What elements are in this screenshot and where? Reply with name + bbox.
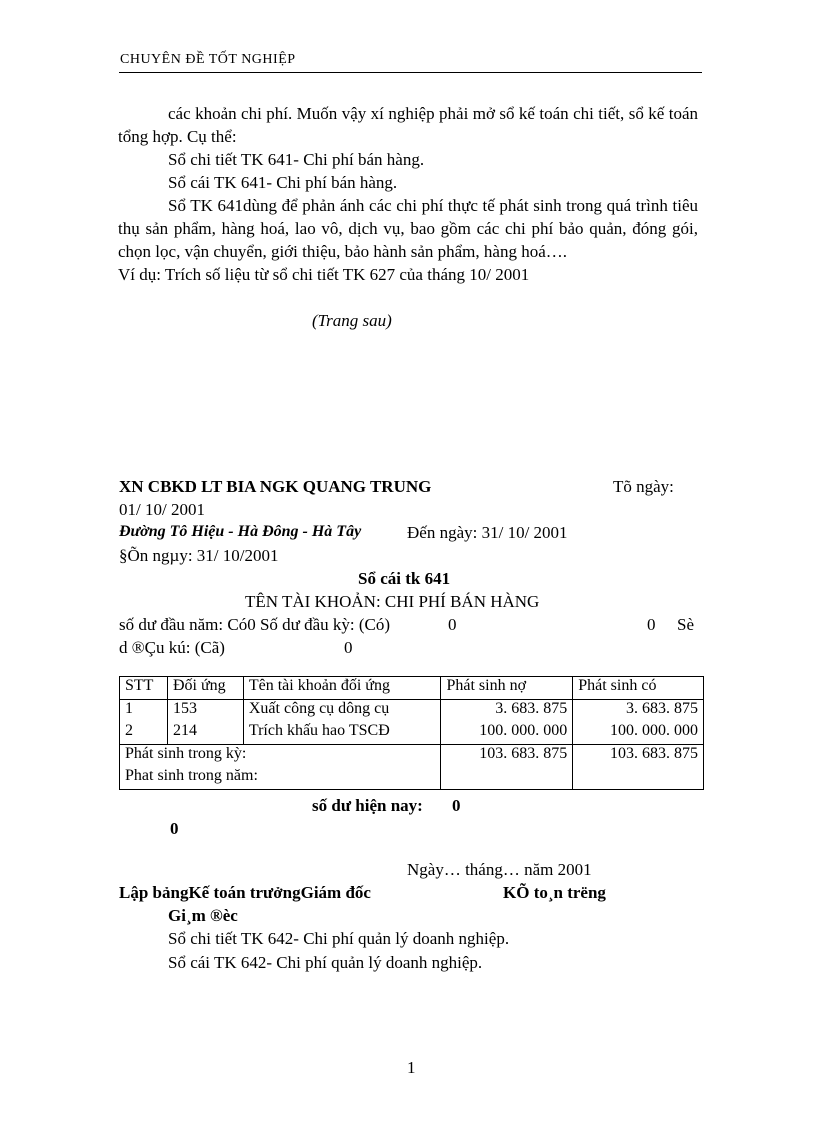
- year-total-label: Phat sinh trong năm:: [120, 767, 441, 790]
- row-credit: 100. 000. 000: [573, 722, 704, 745]
- signature-date: Ngày… tháng… năm 2001: [407, 860, 592, 879]
- opening-balance-line: số dư đầu năm: Có0 Số dư đầu kỳ: (Có): [119, 615, 391, 634]
- row-code: 214: [167, 722, 243, 745]
- running-header: CHUYÊN ĐỀ TỐT NGHIỆP: [120, 52, 296, 67]
- current-balance-label: số dư hiện nay:: [312, 796, 423, 815]
- period-opening-label: d ®Çu kú: (Cã): [119, 638, 225, 657]
- row-debit: 100. 000. 000: [441, 722, 573, 745]
- table-row: [120, 722, 704, 745]
- detail-642-line: Sổ chi tiết TK 642- Chi phí quản lý doanh nghiệp.: [168, 929, 510, 948]
- table-row: [120, 700, 704, 723]
- signature-roles: Lập bảngKế toán trưởngGiám đốc: [119, 883, 371, 902]
- year-total-credit: [573, 767, 704, 790]
- row-account-name: Xuất công cụ dông cụ: [243, 700, 441, 723]
- period-total-row: [120, 745, 704, 768]
- column-header: Phát sinh nợ: [441, 677, 573, 700]
- row-debit: 3. 683. 875: [441, 700, 573, 723]
- ledger-642-line: Sổ cái TK 642- Chi phí quản lý doanh nghiệp.: [168, 953, 483, 972]
- signature-role-garbled-1: KÕ to¸n trëng: [503, 883, 606, 902]
- next-page-note: (Trang sau): [312, 311, 392, 330]
- year-total-row: [120, 767, 704, 790]
- company-name: XN CBKD LT BIA NGK QUANG TRUNG: [119, 477, 432, 496]
- column-header: Đối ứng: [167, 677, 243, 700]
- intro-section: [118, 102, 698, 286]
- from-date-value: 01/ 10/ 2001: [119, 500, 205, 519]
- row-code: 153: [167, 700, 243, 723]
- opening-balance-label-garbled: Sè: [677, 615, 694, 634]
- page-number: 1: [407, 1058, 416, 1077]
- signature-role-garbled-2: Gi¸m ®èc: [168, 906, 238, 925]
- company-address: Đường Tô Hiệu - Hà Đông - Hà Tây: [119, 523, 362, 540]
- intro-paragraph-2: Sổ TK 641dùng để phản ánh các chi phí thực tế phát sinh trong quá trình tiêu thụ sản phẩm, hàng hoá, lao vô, dịch vụ, bao gồm các chi phí bảo quản, đóng gói, chọn lọc, vận chuyển, giới thiệu, bảo hành sản phẩm, hàng hoá….: [118, 196, 698, 261]
- opening-balance-value-2: 0: [647, 615, 656, 634]
- detail-641-line: Sổ chi tiết TK 641- Chi phí bán hàng.: [168, 150, 425, 169]
- row-stt: 1: [120, 700, 168, 723]
- row-stt: 2: [120, 722, 168, 745]
- period-total-credit: 103. 683. 875: [573, 745, 704, 768]
- created-date: §Õn ngµy: 31/ 10/2001: [119, 546, 279, 565]
- account-name: TÊN TÀI KHOẢN: CHI PHÍ BÁN HÀNG: [245, 592, 540, 611]
- column-header: Tên tài khoản đối ứng: [243, 677, 441, 700]
- row-account-name: Trích khấu hao TSCĐ: [243, 722, 441, 745]
- from-date-label: Tõ ngày:: [613, 477, 674, 496]
- ledger-table: [119, 676, 704, 790]
- header-rule: [119, 72, 702, 73]
- column-header: Phát sinh có: [573, 677, 704, 700]
- year-total-debit: [441, 767, 573, 790]
- current-balance-value: 0: [452, 796, 461, 815]
- row-credit: 3. 683. 875: [573, 700, 704, 723]
- intro-paragraph-1: các khoản chi phí. Muốn vậy xí nghiệp phải mở sổ kế toán chi tiết, sổ kế toán tổng hợp. Cụ thể:: [118, 104, 698, 146]
- current-balance-value-2: 0: [170, 819, 179, 838]
- example-line: Ví dụ: Trích số liệu từ sổ chi tiết TK 627 của tháng 10/ 2001: [118, 265, 530, 284]
- period-total-debit: 103. 683. 875: [441, 745, 573, 768]
- period-total-label: Phát sinh trong kỳ:: [120, 745, 441, 768]
- to-date: Đến ngày: 31/ 10/ 2001: [407, 523, 568, 542]
- ledger-header-row: [120, 677, 704, 700]
- ledger-641-line: Sổ cái TK 641- Chi phí bán hàng.: [168, 173, 398, 192]
- column-header: STT: [120, 677, 168, 700]
- period-opening-value: 0: [344, 638, 353, 657]
- ledger-title: Sổ cái tk 641: [358, 569, 451, 588]
- opening-balance-value-1: 0: [448, 615, 457, 634]
